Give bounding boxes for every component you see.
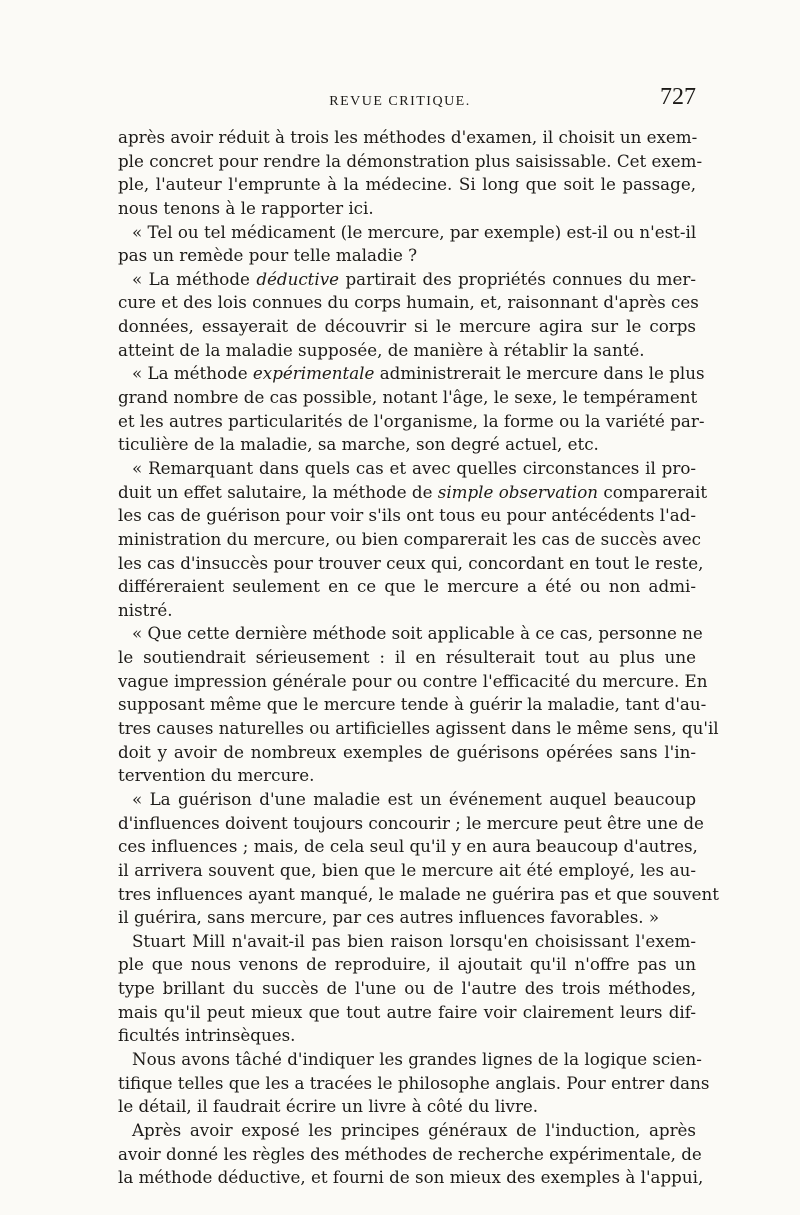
text-line [118, 835, 696, 859]
text-line [118, 883, 719, 907]
text-segment: ple concret pour rendre la démonstration plus saisissable. Cet exem- [118, 150, 703, 171]
body-text [118, 126, 719, 1190]
text-segment: comparerait [598, 481, 708, 502]
text-segment: avoir donné les règles des méthodes de recherche expérimentale, de [118, 1143, 702, 1164]
text-line [118, 173, 696, 197]
text-segment: Stuart Mill n'avait-il pas bien raison lorsqu'en choisissant l'exem- [132, 930, 696, 951]
text-segment: ces influences ; mais, de cela seul qu'il y en aura beaucoup d'autres, [118, 836, 698, 857]
text-segment: « La méthode [132, 363, 253, 384]
text-segment: administrerait le mercure dans le plus [374, 363, 705, 384]
text-line [118, 575, 696, 599]
text-segment: le détail, il faudrait écrire un livre à côté du livre. [118, 1096, 539, 1117]
text-segment: tres influences ayant manqué, le malade ne guérira pas et que souvent [118, 883, 719, 904]
text-line [118, 552, 704, 576]
text-segment: nistré. [118, 599, 173, 620]
text-segment: il guérira, sans mercure, par ces autres influences favorables. » [118, 907, 660, 928]
text-line [118, 1143, 702, 1167]
text-segment: doit y avoir de nombreux exemples de guérisons opérées sans l'in- [118, 741, 696, 762]
text-line [118, 197, 696, 221]
text-segment: « La méthode [132, 268, 257, 289]
text-segment: ticulière de la maladie, sa marche, son degré actuel, etc. [118, 434, 599, 455]
text-line [118, 315, 696, 339]
text-segment: duit un effet salutaire, la méthode de [118, 481, 438, 502]
text-segment: « Remarquant dans quels cas et avec quelles circonstances il pro- [132, 457, 696, 478]
text-line [118, 150, 703, 174]
text-segment: tres causes naturelles ou artificielles agissent dans le même sens, qu'il [118, 718, 719, 739]
text-segment: mais qu'il peut mieux que tout autre faire voir clairement leurs dif- [118, 1001, 696, 1022]
text-segment: la méthode déductive, et fourni de son mieux des exemples à l'appui, [118, 1167, 704, 1188]
text-segment: atteint de la maladie supposée, de manière à rétablir la santé. [118, 339, 645, 360]
text-line [118, 1048, 702, 1072]
text-segment: Après avoir exposé les principes généraux de l'induction, après [132, 1119, 696, 1140]
italic-term: expérimentale [252, 363, 375, 384]
text-line [118, 1072, 710, 1096]
text-line [118, 741, 696, 765]
text-segment: vague impression générale pour ou contre l'efficacité du mercure. En [118, 670, 708, 691]
text-line [118, 717, 719, 741]
text-segment: ficultés intrinsèques. [118, 1025, 296, 1046]
text-line [118, 906, 696, 930]
text-line [118, 386, 696, 410]
text-line [118, 126, 696, 150]
text-segment: nous tenons à le rapporter ici. [118, 197, 374, 218]
text-segment: il arrivera souvent que, bien que le mercure ait été employé, les au- [118, 859, 696, 880]
text-segment: tervention du mercure. [118, 765, 315, 786]
text-segment: cure et des lois connues du corps humain, et, raisonnant d'après ces [118, 292, 699, 313]
text-line [118, 339, 696, 363]
text-segment: pas un remède pour telle maladie ? [118, 245, 418, 266]
text-line [118, 1166, 704, 1190]
text-segment: après avoir réduit à trois les méthodes d'examen, il choisit un exem- [118, 127, 698, 147]
text-line [118, 859, 696, 883]
text-line [118, 1001, 696, 1025]
text-segment: ministration du mercure, ou bien comparerait les cas de succès avec [118, 528, 702, 549]
text-line [118, 599, 696, 623]
text-line [118, 788, 696, 812]
text-line [118, 977, 696, 1001]
text-segment: partirait des propriétés connues du mer- [339, 268, 696, 289]
text-line [118, 410, 705, 434]
text-segment: les cas d'insuccès pour trouver ceux qui, concordant en tout le reste, [118, 552, 704, 573]
text-segment: type brillant du succès de l'une ou de l'autre des trois méthodes, [118, 978, 696, 999]
text-line [118, 528, 702, 552]
text-segment: grand nombre de cas possible, notant l'âge, le sexe, le tempérament [118, 387, 698, 408]
text-line [118, 291, 699, 315]
text-segment: Nous avons tâché d'indiquer les grandes lignes de la logique scien- [132, 1048, 702, 1069]
text-line [118, 457, 696, 481]
text-line [118, 670, 708, 694]
text-segment: supposant même que le mercure tende à guérir la maladie, tant d'au- [118, 694, 707, 715]
text-segment: d'influences doivent toujours concourir ; le mercure peut être une de [118, 812, 704, 833]
text-segment: différeraient seulement en ce que le mercure a été ou non admi- [118, 576, 696, 597]
text-segment: le soutiendrait sérieusement : il en résulterait tout au plus une [118, 647, 696, 668]
running-title: REVUE CRITIQUE. [329, 94, 471, 109]
text-line [118, 1095, 696, 1119]
text-segment: données, essayerait de découvrir si le mercure agira sur le corps [118, 316, 696, 337]
italic-term: simple observation [437, 481, 599, 502]
text-line [118, 268, 696, 292]
running-head [0, 84, 800, 114]
text-segment: les cas de guérison pour voir s'ils ont tous eu pour antécédents l'ad- [118, 505, 696, 526]
text-line [118, 244, 696, 268]
text-line [118, 930, 696, 954]
text-line [118, 504, 696, 528]
text-line [118, 1024, 696, 1048]
text-segment: tifique telles que les a tracées le philosophe anglais. Pour entrer dans [118, 1072, 710, 1093]
text-line [118, 1119, 696, 1143]
text-line [118, 622, 703, 646]
text-segment: « Tel ou tel médicament (le mercure, par exemple) est-il ou n'est-il [132, 221, 697, 242]
text-line [118, 693, 707, 717]
text-segment: ple, l'auteur l'emprunte à la médecine. Si long que soit le passage, [118, 174, 696, 195]
page-number: 727 [660, 84, 696, 110]
text-segment: et les autres particularités de l'organisme, la forme ou la variété par- [118, 410, 705, 431]
text-line [118, 221, 696, 245]
text-segment: ple que nous venons de reproduire, il ajoutait qu'il n'offre pas un [118, 954, 696, 975]
text-line [118, 362, 705, 386]
text-line [118, 953, 696, 977]
text-line [118, 812, 704, 836]
text-line [118, 646, 696, 670]
italic-term: déductive [256, 268, 340, 289]
text-segment: « La guérison d'une maladie est un événement auquel beaucoup [132, 788, 696, 809]
text-segment: « Que cette dernière méthode soit applicable à ce cas, personne ne [132, 623, 703, 644]
text-line [118, 433, 696, 457]
text-line [118, 481, 708, 505]
text-line [118, 764, 696, 788]
